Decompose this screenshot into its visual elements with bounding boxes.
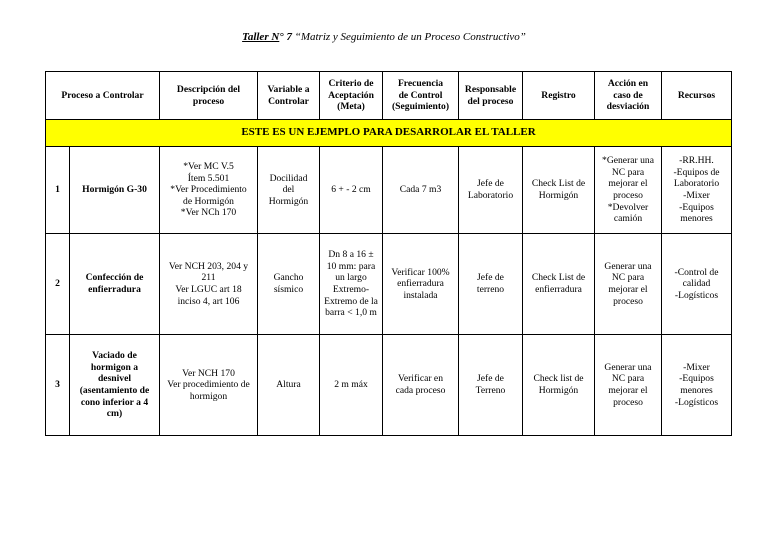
cell-line: -Equipos de — [673, 166, 720, 178]
header-cell-registro — [523, 72, 595, 120]
cell-line: Ver LGUC art 18 — [175, 284, 242, 295]
cell-line: 2 m máx — [334, 379, 368, 391]
cell-line: del — [282, 184, 295, 196]
cell-line: Dn 8 a 16 ± — [328, 249, 374, 261]
cell-descripcion — [160, 147, 258, 234]
cell-line: proceso — [192, 95, 225, 107]
table-row — [46, 147, 732, 234]
cell-line: cono inferior a 4 — [80, 396, 149, 408]
cell-line: Altura — [276, 379, 301, 391]
cell-recursos — [662, 234, 732, 335]
cell-line: 211 — [201, 272, 216, 284]
document-title — [0, 31, 768, 43]
cell-registro — [523, 147, 595, 234]
cell-line: -Logísticos — [674, 289, 719, 301]
cell-line: camión — [613, 213, 643, 225]
cell-line: Ver NCH 170 — [182, 367, 235, 379]
header-cell-proceso — [46, 72, 160, 120]
cell-descripcion — [160, 335, 258, 436]
cell-line: *Ver MC V.5 — [183, 161, 234, 173]
cell-line: -RR.HH. — [679, 155, 714, 167]
cell-line: Laboratorio — [467, 190, 514, 201]
control-matrix-table — [45, 71, 732, 436]
cell-line: mejorar el — [608, 284, 648, 295]
cell-line: Vaciado de — [92, 350, 137, 362]
cell-line: Extremo de la — [324, 295, 378, 307]
cell-line: Confección de — [85, 272, 144, 284]
cell-responsable — [459, 234, 523, 335]
cell-line: enfierradura — [88, 284, 141, 295]
row-number: 2 — [46, 234, 70, 335]
example-banner-row — [46, 120, 732, 147]
header-cell-descripcion — [160, 72, 258, 120]
cell-line: Check List de — [531, 272, 586, 284]
cell-line: Descripción del — [176, 83, 241, 95]
cell-line: Generar una — [604, 361, 652, 373]
cell-line: Proceso a Controlar — [61, 89, 144, 101]
cell-line: Extremo- — [332, 284, 370, 295]
cell-line: menores — [680, 213, 713, 225]
cell-registro — [523, 234, 595, 335]
cell-recursos — [662, 335, 732, 436]
cell-line: Docilidad — [269, 172, 308, 184]
cell-line: (Meta) — [337, 101, 365, 113]
cell-line: mejorar el — [608, 178, 648, 190]
cell-line: Hormigón — [268, 195, 309, 207]
cell-line: cada proceso — [395, 385, 446, 396]
title-subtitle: “Matriz y Seguimiento de un Proceso Constructivo” — [294, 31, 526, 43]
cell-criterio — [320, 234, 383, 335]
cell-line: Registro — [541, 89, 576, 101]
cell-line: Hormigón — [538, 190, 579, 201]
cell-responsable — [459, 147, 523, 234]
cell-accion — [595, 234, 662, 335]
cell-frecuencia — [383, 335, 459, 436]
example-banner: ESTE ES UN EJEMPLO PARA DESARROLAR EL TALLER — [46, 120, 732, 147]
cell-proceso — [70, 147, 160, 234]
cell-line: Verificar 100% — [391, 266, 450, 278]
cell-recursos — [662, 147, 732, 234]
cell-line: Cada 7 m3 — [399, 184, 442, 196]
cell-line: Acción en — [607, 78, 649, 90]
cell-line: sísmico — [273, 284, 304, 295]
cell-line: -Mixer — [683, 190, 710, 201]
table-row — [46, 335, 732, 436]
cell-line: Criterio de — [328, 78, 374, 90]
cell-line: NC para — [611, 272, 645, 284]
cell-line: Ver NCH 203, 204 y — [168, 260, 249, 272]
header-cell-variable — [258, 72, 320, 120]
cell-line: Hormigón — [538, 385, 579, 396]
cell-line: proceso — [613, 190, 643, 201]
cell-line: inciso 4, art 106 — [177, 295, 240, 307]
cell-line: (Seguimiento) — [391, 101, 450, 113]
cell-line: cm) — [106, 408, 123, 420]
cell-proceso — [70, 335, 160, 436]
cell-variable — [258, 147, 320, 234]
cell-line: *Devolver — [607, 201, 649, 213]
cell-line: instalada — [403, 289, 438, 301]
cell-variable — [258, 335, 320, 436]
cell-line: Variable a — [267, 83, 310, 95]
header-row — [46, 72, 732, 120]
cell-line: (asentamiento de — [79, 385, 150, 396]
cell-line: terreno — [476, 284, 505, 295]
row-number: 1 — [46, 147, 70, 234]
header-cell-frecuencia — [383, 72, 459, 120]
cell-line: Ítem 5.501 — [187, 172, 230, 184]
cell-line: enfierradura — [397, 278, 444, 290]
cell-line: Check List de — [531, 178, 586, 190]
cell-line: *Ver Procedimiento — [170, 184, 247, 196]
cell-line: de Hormigón — [183, 195, 234, 207]
cell-line: proceso — [613, 396, 643, 408]
cell-line: -Logísticos — [674, 396, 719, 408]
header-cell-responsable — [459, 72, 523, 120]
cell-line: calidad — [682, 278, 711, 290]
cell-proceso — [70, 234, 160, 335]
cell-line: desviación — [606, 101, 650, 113]
title-number: ° 7 — [279, 31, 292, 43]
cell-line: 6 + - 2 cm — [331, 184, 371, 196]
cell-line: -Equipos — [679, 201, 714, 213]
cell-registro — [523, 335, 595, 436]
cell-line: Hormigón G-30 — [82, 184, 147, 196]
cell-line: -Equipos — [679, 373, 714, 385]
cell-line: Jefe de — [477, 178, 504, 190]
cell-descripcion — [160, 234, 258, 335]
header-cell-criterio — [320, 72, 383, 120]
cell-line: Terreno — [475, 385, 506, 396]
cell-line: un largo — [335, 272, 367, 284]
row-number: 3 — [46, 335, 70, 436]
cell-line: Responsable — [464, 83, 517, 95]
cell-line: Jefe de — [477, 373, 504, 385]
cell-line: enfierradura — [535, 284, 582, 295]
cell-line: *Generar una — [602, 155, 654, 167]
cell-line: Jefe de — [477, 272, 504, 284]
cell-line: Ver procedimiento de — [167, 379, 250, 391]
cell-line: NC para — [611, 373, 645, 385]
cell-line: hormigon a — [90, 361, 139, 373]
cell-line: del proceso — [467, 95, 514, 107]
title-lead: Taller N — [242, 31, 280, 43]
cell-frecuencia — [383, 147, 459, 234]
header-cell-recursos — [662, 72, 732, 120]
cell-line: NC para — [611, 166, 645, 178]
cell-line: -Mixer — [683, 361, 710, 373]
cell-variable — [258, 234, 320, 335]
cell-criterio — [320, 147, 383, 234]
cell-line: Gancho — [273, 272, 304, 284]
cell-line: hormigon — [189, 390, 228, 402]
cell-line: proceso — [613, 295, 643, 307]
cell-line: Recursos — [677, 89, 716, 101]
cell-responsable — [459, 335, 523, 436]
cell-line: Verificar en — [397, 373, 443, 385]
table-row — [46, 234, 732, 335]
cell-line: 10 mm: para — [326, 260, 376, 272]
cell-line: Generar una — [604, 260, 652, 272]
cell-accion — [595, 147, 662, 234]
cell-line: Aceptación — [328, 89, 374, 101]
cell-line: *Ver NCh 170 — [180, 207, 237, 219]
cell-frecuencia — [383, 234, 459, 335]
cell-criterio — [320, 335, 383, 436]
cell-accion — [595, 335, 662, 436]
cell-line: -Control de — [674, 266, 719, 278]
cell-line: mejorar el — [608, 385, 648, 396]
cell-line: Check list de — [533, 373, 584, 385]
header-cell-accion — [595, 72, 662, 120]
cell-line: Frecuencia — [397, 78, 444, 90]
cell-line: de Control — [398, 89, 443, 101]
cell-line: Controlar — [268, 95, 309, 107]
cell-line: Laboratorio — [673, 178, 720, 190]
cell-line: desnivel — [97, 373, 132, 385]
cell-line: menores — [680, 385, 713, 396]
cell-line: barra < 1,0 m — [325, 307, 377, 319]
cell-line: caso de — [613, 89, 643, 101]
